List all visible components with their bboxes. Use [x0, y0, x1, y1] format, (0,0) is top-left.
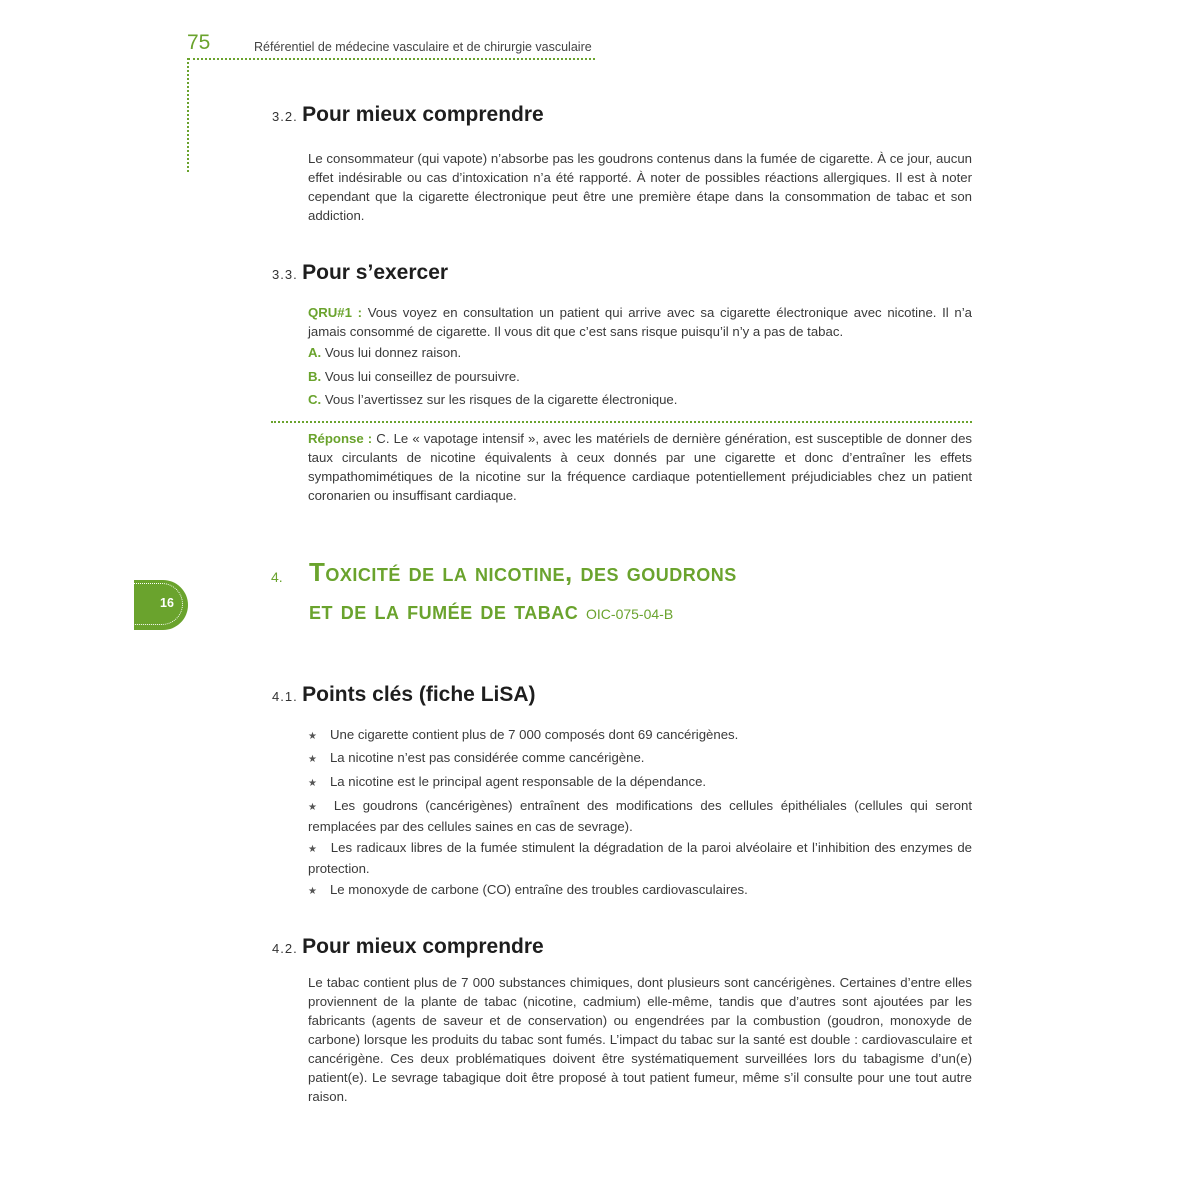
- option-text: Vous lui conseillez de poursuivre.: [321, 369, 520, 384]
- chapter-tab-dotted-border: [132, 583, 183, 625]
- qru-text: Vous voyez en consultation un patient qui arrive avec sa cigarette électronique avec nicotine. Il n’a jamais consommé de cigarette. Il vous dit que c’est sans risque puisqu’il n’y a pas de tabac.: [308, 305, 972, 339]
- answer-dotted-rule: [271, 421, 972, 423]
- section-3-2-paragraph: Le consommateur (qui vapote) n’absorbe pas les goudrons contenus dans la fumée de cigarette. À ce jour, aucun effet indésirable ou cas d’intoxication n’a été rapporté. À noter de possibles réactions allergiques. Il est à noter cependant que la cigarette électronique peut être une première étape dans la consommation de tabac et son addiction.: [308, 151, 972, 223]
- chapter-number: 4.: [271, 569, 283, 585]
- section-3-2-heading: [272, 103, 544, 127]
- section-title: Pour s’exercer: [302, 261, 449, 284]
- section-4-1-heading: [272, 683, 536, 707]
- section-title: Pour mieux comprendre: [302, 935, 544, 958]
- section-3-3-heading: [272, 261, 448, 285]
- chapter-title-line-2: [309, 595, 673, 626]
- bullet-text: Une cigarette contient plus de 7 000 composés dont 69 cancérigènes.: [329, 727, 739, 742]
- bullet-text: Le monoxyde de carbone (CO) entraîne des troubles cardiovasculaires.: [329, 882, 748, 897]
- answer-label: Réponse :: [308, 431, 373, 446]
- answer-option-c: [308, 392, 677, 407]
- page-number: 75: [187, 31, 211, 54]
- bullet-text: La nicotine est le principal agent responsable de la dépendance.: [329, 774, 707, 789]
- star-bullet-icon: ★: [308, 731, 317, 742]
- option-letter: C.: [308, 392, 322, 407]
- qru-label: QRU#1 :: [308, 305, 363, 320]
- bullet-text: La nicotine n’est pas considérée comme cancérigène.: [329, 750, 645, 765]
- section-number: 4.1.: [272, 689, 298, 704]
- section-number: 3.3.: [272, 267, 298, 282]
- option-letter: B.: [308, 369, 322, 384]
- bullet-item: [308, 748, 972, 769]
- section-title: Pour mieux comprendre: [302, 103, 544, 126]
- option-letter: A.: [308, 345, 322, 360]
- chapter-title-text: et de la fumée de tabac: [309, 595, 579, 625]
- bullet-item: [308, 796, 972, 836]
- star-bullet-icon: ★: [308, 802, 321, 813]
- chapter-tab: [134, 580, 188, 630]
- chapter-tab-label: 16: [160, 596, 174, 610]
- chapter-title-line-1: Toxicité de la nicotine, des goudrons: [309, 557, 737, 587]
- answer-option-a: [308, 345, 461, 360]
- section-4-2-paragraph: Le tabac contient plus de 7 000 substances chimiques, dont plusieurs sont cancérigènes. Certaines d’entre elles proviennent de la plante de tabac (nicotine, cadmium) elle-même, tandis que d’autres sont ajoutées par les fabricants (agents de saveur et de conservation) ou engendrées par la combustion (goudron, monoxyde de carbone) lorsque les produits du tabac sont fumés. L’impact du tabac sur la santé est double : cardiovasculaire et cancérigène. Ces deux problématiques doivent être systématiquement surveillées lors du tabagisme d’un(e) patient(e). Le sevrage tabagique doit être proposé à tout patient fumeur, même s’il consulte pour une tout autre raison.: [308, 975, 972, 1104]
- star-bullet-icon: ★: [308, 754, 317, 765]
- bullet-text: Les radicaux libres de la fumée stimulent la dégradation de la paroi alvéolaire et l’inhibition des enzymes de protection.: [308, 840, 972, 876]
- bullet-item: [308, 725, 972, 746]
- answer-option-b: [308, 369, 520, 384]
- header-dotted-rule: [188, 58, 595, 60]
- star-bullet-icon: ★: [308, 778, 317, 789]
- star-bullet-icon: ★: [308, 844, 318, 855]
- header-dotted-rule-vertical: [187, 58, 189, 172]
- answer-text: C. Le « vapotage intensif », avec les matériels de dernière génération, est susceptible de donner des taux circulants de nicotine équivalents à ceux donnés par une cigarette et donc d’entraîner les effets sympathomimétiques de la nicotine sur la fréquence cardiaque potentiellement préjudiciables chez un patient coronarien ou insuffisant cardiaque.: [308, 431, 972, 503]
- bullet-item: [308, 772, 972, 793]
- section-4-2-heading: [272, 935, 544, 959]
- bullet-item: [308, 838, 972, 878]
- option-text: Vous l’avertissez sur les risques de la cigarette électronique.: [321, 392, 678, 407]
- section-number: 3.2.: [272, 109, 298, 124]
- answer-paragraph: [308, 429, 972, 505]
- option-text: Vous lui donnez raison.: [321, 345, 462, 360]
- bullet-text: Les goudrons (cancérigènes) entraînent des modifications des cellules épithéliales (cellules qui seront remplacées par des cellules saines en cas de sevrage).: [308, 798, 972, 834]
- section-number: 4.2.: [272, 941, 298, 956]
- section-title: Points clés (fiche LiSA): [302, 683, 536, 706]
- qru-question: [308, 303, 972, 341]
- bullet-item: [308, 880, 972, 901]
- objective-code: OIC-075-04-B: [586, 606, 674, 622]
- running-title: Référentiel de médecine vasculaire et de chirurgie vasculaire: [254, 40, 592, 54]
- star-bullet-icon: ★: [308, 886, 317, 897]
